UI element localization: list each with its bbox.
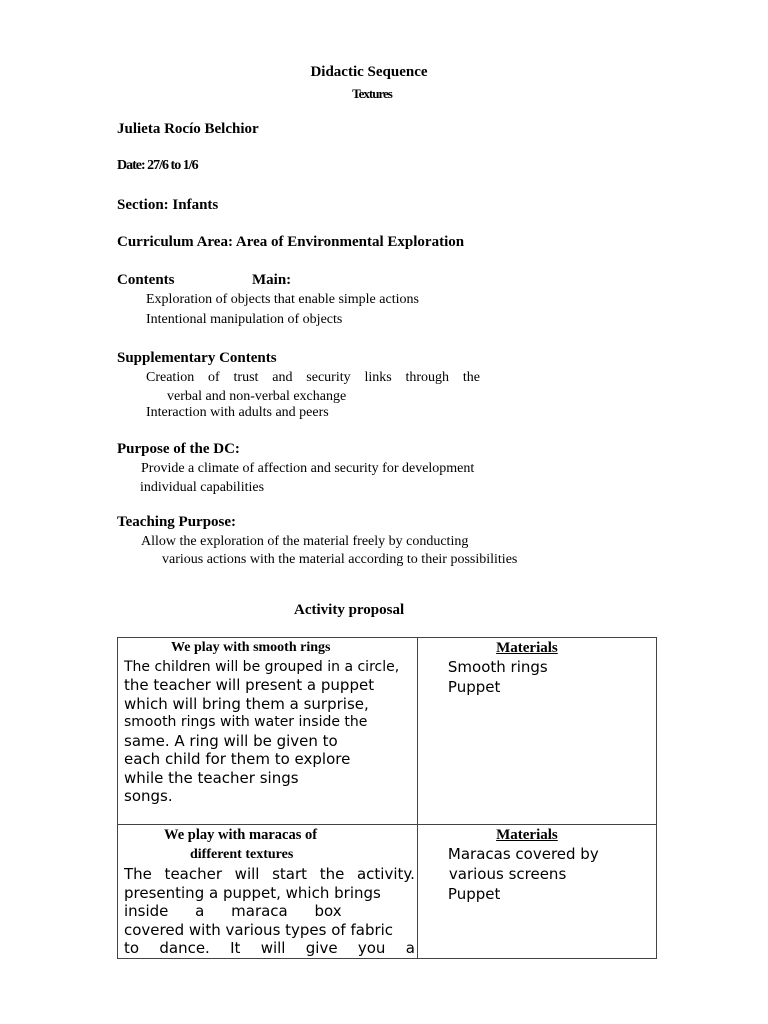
- activity-body-line: covered with various types of fabric: [124, 920, 394, 939]
- materials-cell: [417, 638, 656, 825]
- activity-body-line: same. A ring will be given to: [124, 731, 338, 750]
- activity-body-line: The teacher will start the activity.: [124, 865, 415, 883]
- materials-cell: [417, 825, 656, 959]
- materials-item: Maracas covered by: [447, 845, 599, 863]
- supplementary-item-continuation: verbal and non-verbal exchange: [167, 389, 347, 404]
- table-row: [118, 825, 657, 959]
- activity-title: We play with maracas of: [164, 827, 318, 843]
- activity-body-line: The children will be grouped in a circle,: [124, 659, 400, 675]
- activity-table: [117, 637, 657, 959]
- contents-item: Exploration of objects that enable simple actions: [146, 292, 419, 307]
- materials-item-continuation: various screens: [448, 865, 567, 883]
- activity-body-line: the teacher will present a puppet: [124, 676, 375, 694]
- supplementary-label: Supplementary Contents: [117, 350, 277, 366]
- activity-body-line: songs.: [124, 787, 173, 805]
- activity-title: We play with smooth rings: [171, 640, 331, 655]
- activity-body-line: to dance. It will give you a: [124, 939, 415, 957]
- supplementary-item: Interaction with adults and peers: [146, 405, 329, 420]
- materials-item: Puppet: [447, 678, 501, 696]
- activity-title-continuation: different textures: [190, 847, 294, 862]
- materials-item: Puppet: [447, 885, 501, 903]
- contents-item: Intentional manipulation of objects: [146, 312, 343, 327]
- date-line: Date: 27/6 to 1/6: [117, 158, 198, 173]
- teaching-purpose-label: Teaching Purpose:: [117, 514, 237, 530]
- curriculum-area: Curriculum Area: Area of Environmental Exploration: [117, 234, 465, 250]
- materials-label: Materials: [496, 640, 558, 656]
- activity-body-line: presenting a puppet, which brings: [124, 883, 381, 902]
- teaching-purpose-text-continuation: various actions with the material according to their possibilities: [162, 552, 518, 567]
- activity-body-line: each child for them to explore: [124, 750, 351, 768]
- document-subtitle: Textures: [352, 86, 392, 101]
- activity-description-cell: [118, 638, 418, 825]
- activity-body-line: inside a maraca box: [124, 902, 342, 920]
- table-row: [118, 638, 657, 825]
- activity-description-cell: [118, 825, 418, 959]
- purpose-label: Purpose of the DC:: [117, 441, 240, 457]
- purpose-text: Provide a climate of affection and security for development: [141, 461, 475, 476]
- teaching-purpose-text: Allow the exploration of the material freely by conducting: [141, 534, 469, 549]
- materials-item: Smooth rings: [447, 658, 548, 676]
- activity-body-line: which will bring them a surprise,: [124, 694, 369, 713]
- contents-main-label: Main:: [252, 272, 292, 288]
- activity-body-line: smooth rings with water inside the: [124, 714, 368, 730]
- section-line: Section: Infants: [117, 197, 219, 213]
- activity-body-line: while the teacher sings: [124, 768, 299, 787]
- activity-proposal-title: Activity proposal: [294, 602, 405, 618]
- purpose-text-continuation: individual capabilities: [140, 480, 265, 495]
- supplementary-item: Creation of trust and security links through the: [146, 370, 480, 385]
- author-name: Julieta Rocío Belchior: [117, 121, 259, 137]
- materials-label: Materials: [496, 827, 558, 843]
- document-title: Didactic Sequence: [310, 64, 428, 80]
- contents-label: Contents: [117, 272, 175, 288]
